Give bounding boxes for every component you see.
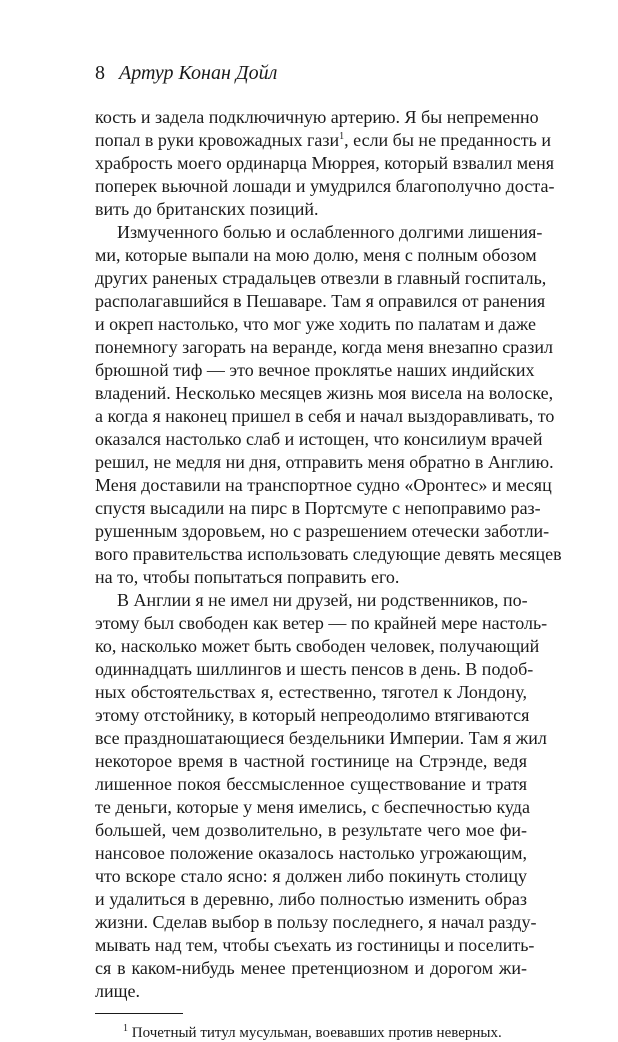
text-line xyxy=(95,359,535,382)
text-line-content: вого правительства использовать следующие девять месяцев xyxy=(95,544,562,564)
text-line-content: жизни. Сделав выбор в пользу последнего, я начал разду- xyxy=(95,912,537,932)
text-line xyxy=(95,474,552,497)
text-line-content: те деньги, которые у меня имелись, с беспечностью куда xyxy=(95,797,530,817)
text-line-content: поперек вьючной лошади и умудрился благополучно доста- xyxy=(95,176,555,196)
text-line xyxy=(95,290,546,313)
text-line-content: спустя высадили на пирс в Портсмуте с непоправимо раз- xyxy=(95,498,541,518)
text-line-content: все праздношатающиеся бездельники Империи. Там я жил xyxy=(95,728,547,748)
running-title: Артур Конан Дойл xyxy=(119,62,278,84)
text-line xyxy=(95,934,535,957)
text-line-content: располагавшийся в Пешаваре. Там я оправился от ранения xyxy=(95,291,546,311)
text-line-content: что вскоре стало ясно: я должен либо покинуть столицу xyxy=(95,866,527,886)
text-line xyxy=(95,842,527,865)
text-line xyxy=(95,336,553,359)
text-line-continuation: , если бы не преданность и xyxy=(344,130,551,150)
text-line-content: брюшной тиф — это вечное проклятье наших индийских xyxy=(95,360,535,380)
text-line-content: нансовое положение оказалось настолько угрожающим, xyxy=(95,843,527,863)
text-line-content: одиннадцать шиллингов и шесть пенсов в день. В подоб- xyxy=(95,659,534,679)
text-line xyxy=(95,589,527,612)
text-line-content: попал в руки кровожадных гази xyxy=(95,130,340,150)
text-line xyxy=(95,520,550,543)
text-line xyxy=(95,152,555,175)
text-line-content: В Англии я не имел ни друзей, ни родственников, по- xyxy=(117,590,528,610)
text-line xyxy=(95,497,541,520)
text-line xyxy=(95,681,527,704)
text-line xyxy=(95,773,527,796)
text-line xyxy=(95,244,537,267)
footnote-ref: 1 xyxy=(339,131,345,142)
text-line-content: и удалиться в деревню, либо полностью изменить образ xyxy=(95,889,527,909)
text-line-content: лишенное покоя бессмысленное существование и тратя xyxy=(95,774,527,794)
text-line xyxy=(95,566,527,589)
text-line xyxy=(95,704,530,727)
text-line xyxy=(95,658,534,681)
text-line xyxy=(95,911,537,934)
text-line xyxy=(95,221,543,244)
text-line-content: решил, не медля ни дня, отправить меня обратно в Англию. xyxy=(95,452,554,472)
text-line xyxy=(95,888,527,911)
text-line xyxy=(95,106,539,129)
running-header xyxy=(95,62,527,98)
footnote xyxy=(95,1024,527,1042)
text-line-content: мывать над тем, чтобы съехать из гостиницы и поселить- xyxy=(95,935,535,955)
text-line xyxy=(95,957,527,980)
text-line-content: лище. xyxy=(95,981,140,1001)
text-line xyxy=(95,129,551,152)
book-page xyxy=(95,62,562,1042)
text-line-content: Меня доставили на транспортное судно «Оронтес» и месяц xyxy=(95,475,552,495)
text-line-content: других раненых страдальцев отвезли в главный госпиталь, xyxy=(95,268,547,288)
text-line-content: и окреп настолько, что мог уже ходить по палатам и даже xyxy=(95,314,536,334)
text-line xyxy=(95,175,555,198)
page-number: 8 xyxy=(95,62,105,84)
text-line xyxy=(95,198,527,221)
text-line-content: этому был свободен как ветер — по крайней мере настоль- xyxy=(95,613,548,633)
text-line-content: этому отстойнику, в который непреодолимо втягиваются xyxy=(95,705,530,725)
text-line xyxy=(95,612,548,635)
text-line-content: оказался настолько слаб и истощен, что консилиум врачей xyxy=(95,429,543,449)
text-line xyxy=(95,635,540,658)
text-line xyxy=(95,405,555,428)
text-line-content: большей, чем дозволительно, в результате чего мое фи- xyxy=(95,820,527,840)
text-line-content: рушенным здоровьем, но с разрешением отечески заботли- xyxy=(95,521,550,541)
text-line-content: ных обстоятельствах я, естественно, тяготел к Лондону, xyxy=(95,682,527,702)
text-line xyxy=(95,428,543,451)
text-line-content: Измученного болью и ослабленного долгими лишения- xyxy=(117,222,543,242)
text-line xyxy=(95,451,554,474)
footnote-divider xyxy=(95,1013,183,1014)
text-line-content: вить до британских позиций. xyxy=(95,199,319,219)
text-line-content: понемногу загорать на веранде, когда меня внезапно сразил xyxy=(95,337,553,357)
text-line xyxy=(95,819,527,842)
text-line xyxy=(95,865,527,888)
footnote-marker: 1 xyxy=(123,1023,128,1034)
text-line-content: владений. Несколько месяцев жизнь моя висела на волоске, xyxy=(95,383,554,403)
text-line-content: на то, чтобы попытаться поправить его. xyxy=(95,567,400,587)
text-line xyxy=(95,727,547,750)
text-line-content: ми, которые выпали на мою долю, меня с полным обозом xyxy=(95,245,537,265)
text-line-content: храбрость моего ординарца Мюррея, который взвалил меня xyxy=(95,153,555,173)
text-line xyxy=(95,750,527,773)
text-line xyxy=(95,543,562,566)
text-line-content: ся в каком-нибудь менее претенциозном и дорогом жи- xyxy=(95,958,527,978)
text-line xyxy=(95,382,554,405)
footnote-text: Почетный титул мусульман, воевавших против неверных. xyxy=(131,1025,502,1041)
text-line xyxy=(95,267,547,290)
text-line xyxy=(95,796,530,819)
text-line-content: некоторое время в частной гостинице на Стрэнде, ведя xyxy=(95,751,527,771)
text-line-content: ко, насколько может быть свободен человек, получающий xyxy=(95,636,540,656)
text-line-content: кость и задела подключичную артерию. Я бы непременно xyxy=(95,107,539,127)
text-line xyxy=(95,313,536,336)
text-line-content: а когда я наконец пришел в себя и начал выздоравливать, то xyxy=(95,406,555,426)
body-text xyxy=(95,106,562,1003)
